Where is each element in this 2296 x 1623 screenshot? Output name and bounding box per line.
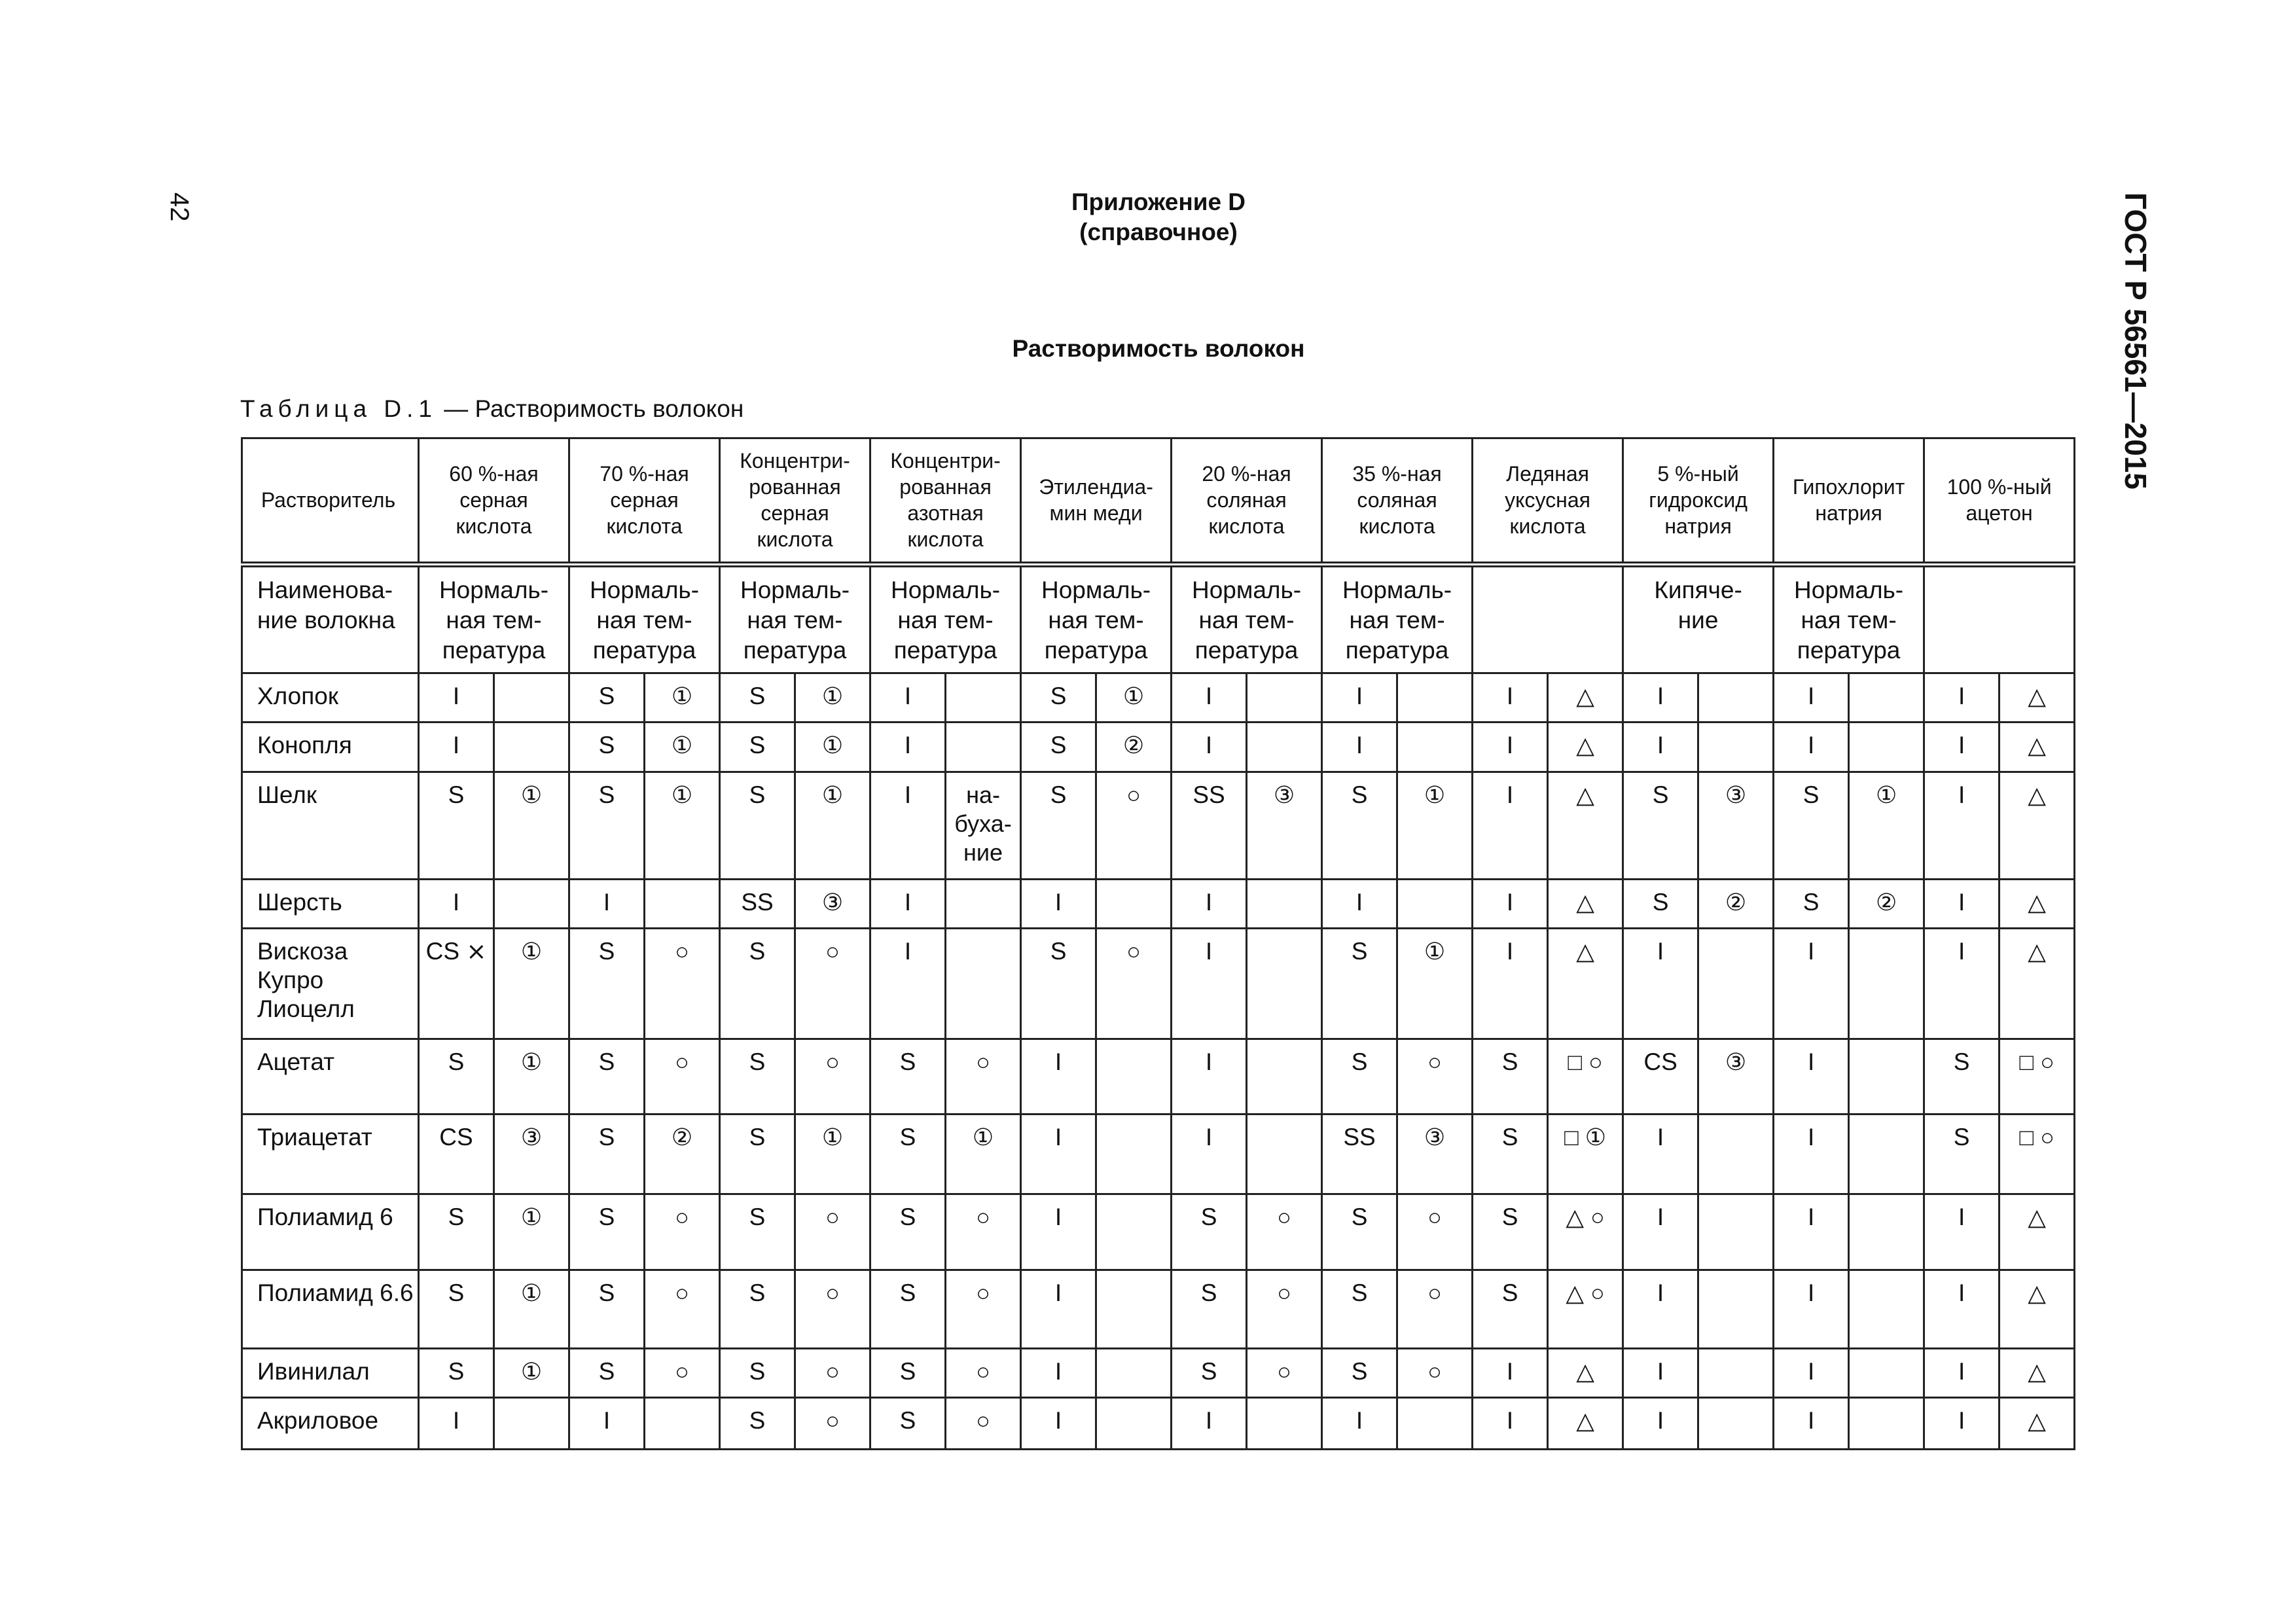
solubility-code: I bbox=[1172, 879, 1247, 928]
solvent-condition: Нормаль-ная тем-пература bbox=[569, 564, 720, 673]
solubility-symbol: ① bbox=[494, 1270, 569, 1348]
solubility-symbol: △ bbox=[2000, 1348, 2075, 1397]
solubility-code: S bbox=[1623, 772, 1698, 879]
solubility-symbol bbox=[1096, 1397, 1172, 1449]
solubility-code: SS bbox=[720, 879, 795, 928]
solubility-symbol bbox=[946, 879, 1021, 928]
solubility-symbol: ○ bbox=[1397, 1194, 1473, 1270]
table-row bbox=[242, 772, 2075, 879]
solubility-code: I bbox=[1021, 1397, 1096, 1449]
solubility-code: S bbox=[1021, 929, 1096, 1039]
solvent-name: Ледяная уксусная кислота bbox=[1473, 438, 1623, 565]
solubility-symbol: ① bbox=[946, 1115, 1021, 1194]
solvent-name: Этилендиа-мин меди bbox=[1021, 438, 1172, 565]
solubility-code: I bbox=[1774, 1270, 1849, 1348]
solubility-code: S bbox=[569, 673, 645, 722]
solubility-symbol: ○ bbox=[1397, 1039, 1473, 1115]
solubility-code: I bbox=[1924, 673, 2000, 722]
solubility-symbol: ③ bbox=[1397, 1115, 1473, 1194]
solubility-symbol bbox=[1849, 1115, 1924, 1194]
solubility-symbol: ○ bbox=[1096, 929, 1172, 1039]
solubility-code: I bbox=[1473, 1348, 1548, 1397]
table-row bbox=[242, 1348, 2075, 1397]
solvent-name: 60 %-ная серная кислота bbox=[419, 438, 569, 565]
solubility-code: S bbox=[569, 1115, 645, 1194]
solubility-symbol: ① bbox=[795, 772, 870, 879]
solubility-code: I bbox=[870, 673, 946, 722]
solubility-code: S bbox=[1172, 1348, 1247, 1397]
solubility-code: S bbox=[720, 1348, 795, 1397]
solvent-name: 35 %-ная соляная кислота bbox=[1322, 438, 1473, 565]
solubility-symbol: ③ bbox=[1698, 772, 1774, 879]
document-code: ГОСТ Р 56561—2015 bbox=[2119, 192, 2153, 490]
solubility-code: CS bbox=[1623, 1039, 1698, 1115]
solubility-code: S bbox=[1322, 772, 1397, 879]
solubility-symbol: ① bbox=[494, 772, 569, 879]
solubility-code: I bbox=[1172, 929, 1247, 1039]
solubility-code: S bbox=[1322, 1039, 1397, 1115]
solubility-symbol bbox=[1849, 1397, 1924, 1449]
solubility-symbol: ○ bbox=[946, 1348, 1021, 1397]
solubility-symbol: ① bbox=[645, 722, 720, 772]
solubility-symbol bbox=[1698, 929, 1774, 1039]
solubility-code: I bbox=[1924, 1397, 2000, 1449]
solubility-code: CS bbox=[419, 1115, 494, 1194]
solubility-symbol: △ ○ bbox=[1548, 1270, 1623, 1348]
solubility-symbol: ① bbox=[795, 722, 870, 772]
solubility-symbol: △ bbox=[1548, 772, 1623, 879]
solubility-code: S bbox=[419, 772, 494, 879]
solubility-code: I bbox=[1172, 1039, 1247, 1115]
solvent-name: 70 %-ная серная кислота bbox=[569, 438, 720, 565]
solubility-code: I bbox=[419, 1397, 494, 1449]
section-title: Растворимость волокон bbox=[1012, 335, 1305, 362]
fiber-name: Вискоза Купро Лиоцелл bbox=[242, 929, 419, 1039]
solubility-code: I bbox=[1021, 1039, 1096, 1115]
solubility-symbol bbox=[494, 879, 569, 928]
solubility-code: I bbox=[870, 722, 946, 772]
solubility-code: I bbox=[1924, 1270, 2000, 1348]
table-row bbox=[242, 1270, 2075, 1348]
solubility-code: I bbox=[569, 879, 645, 928]
solubility-code: I bbox=[419, 722, 494, 772]
solubility-code: S bbox=[419, 1039, 494, 1115]
solvent-condition bbox=[1924, 564, 2075, 673]
solubility-symbol: ○ bbox=[946, 1270, 1021, 1348]
solubility-symbol: ○ bbox=[1397, 1348, 1473, 1397]
solubility-code: I bbox=[1623, 1397, 1698, 1449]
solubility-code: I bbox=[1924, 929, 2000, 1039]
appendix-subtitle: (справочное) bbox=[1079, 219, 1238, 245]
solubility-symbol bbox=[1247, 1397, 1322, 1449]
solubility-symbol bbox=[1698, 722, 1774, 772]
solubility-symbol: ○ bbox=[645, 1270, 720, 1348]
table-row bbox=[242, 673, 2075, 722]
solubility-code: I bbox=[1623, 673, 1698, 722]
solubility-code: I bbox=[1623, 1270, 1698, 1348]
solubility-code: I bbox=[1774, 1115, 1849, 1194]
solubility-symbol bbox=[1698, 1348, 1774, 1397]
solubility-code: S bbox=[419, 1194, 494, 1270]
solubility-symbol: ② bbox=[1849, 879, 1924, 928]
solubility-symbol: ① bbox=[494, 1039, 569, 1115]
solvent-condition bbox=[1473, 564, 1623, 673]
solubility-code: S bbox=[419, 1348, 494, 1397]
solubility-code: I bbox=[419, 673, 494, 722]
solubility-code: I bbox=[1322, 722, 1397, 772]
solubility-symbol: ① bbox=[645, 772, 720, 879]
solubility-symbol: ○ bbox=[795, 1039, 870, 1115]
solubility-code: I bbox=[1021, 1194, 1096, 1270]
solubility-code: I bbox=[419, 879, 494, 928]
solubility-code: I bbox=[1172, 1397, 1247, 1449]
solubility-code: S bbox=[569, 929, 645, 1039]
solubility-code: SS bbox=[1172, 772, 1247, 879]
solvent-condition: Нормаль-ная тем-пература bbox=[419, 564, 569, 673]
table-row bbox=[242, 1115, 2075, 1194]
solubility-symbol bbox=[1698, 1270, 1774, 1348]
solubility-code: I bbox=[1322, 673, 1397, 722]
solubility-code: S bbox=[419, 1270, 494, 1348]
solubility-symbol: ○ bbox=[795, 1270, 870, 1348]
solubility-symbol: ① bbox=[494, 929, 569, 1039]
solubility-symbol: ○ bbox=[645, 1348, 720, 1397]
fiber-name: Шерсть bbox=[242, 879, 419, 928]
solubility-code: S bbox=[720, 772, 795, 879]
table-row bbox=[242, 929, 2075, 1039]
solubility-code: CS ⨯ bbox=[419, 929, 494, 1039]
solubility-code: I bbox=[1774, 722, 1849, 772]
solubility-code: S bbox=[870, 1039, 946, 1115]
solubility-symbol: ○ bbox=[795, 1348, 870, 1397]
solubility-code: S bbox=[1774, 772, 1849, 879]
solubility-code: S bbox=[569, 1270, 645, 1348]
solubility-symbol: ○ bbox=[1247, 1194, 1322, 1270]
solubility-symbol bbox=[1247, 1039, 1322, 1115]
solubility-symbol bbox=[1397, 879, 1473, 928]
solubility-symbol bbox=[1247, 722, 1322, 772]
solubility-symbol bbox=[1247, 673, 1322, 722]
table-row bbox=[242, 879, 2075, 928]
solubility-code: S bbox=[1473, 1194, 1548, 1270]
solubility-symbol: △ bbox=[1548, 673, 1623, 722]
solubility-symbol bbox=[1849, 1194, 1924, 1270]
solubility-symbol: □ ○ bbox=[2000, 1039, 2075, 1115]
solubility-code: I bbox=[1623, 1348, 1698, 1397]
solubility-symbol bbox=[946, 673, 1021, 722]
solubility-symbol: ② bbox=[1698, 879, 1774, 928]
solubility-symbol: ① bbox=[1397, 772, 1473, 879]
solubility-symbol bbox=[1397, 722, 1473, 772]
table-row bbox=[242, 722, 2075, 772]
solubility-code: I bbox=[1924, 1194, 2000, 1270]
solvent-name: Концентри-рованная серная кислота bbox=[720, 438, 870, 565]
solubility-code: S bbox=[720, 1270, 795, 1348]
fiber-name: Конопля bbox=[242, 722, 419, 772]
solubility-symbol bbox=[1397, 673, 1473, 722]
table-caption-label: Таблица D.1 bbox=[240, 395, 437, 422]
solubility-code: S bbox=[720, 1115, 795, 1194]
solubility-symbol: ○ bbox=[645, 1039, 720, 1115]
solvent-condition: Нормаль-ная тем-пература bbox=[720, 564, 870, 673]
fiber-name: Хлопок bbox=[242, 673, 419, 722]
solubility-symbol: ② bbox=[645, 1115, 720, 1194]
solvent-condition: Кипяче-ние bbox=[1623, 564, 1774, 673]
fiber-name: Ивинилал bbox=[242, 1348, 419, 1397]
table-caption bbox=[240, 395, 744, 423]
solubility-code: S bbox=[720, 1194, 795, 1270]
solubility-code: S bbox=[1172, 1194, 1247, 1270]
solubility-code: I bbox=[1473, 929, 1548, 1039]
solubility-symbol bbox=[494, 673, 569, 722]
solubility-code: S bbox=[1473, 1270, 1548, 1348]
condition-row bbox=[242, 564, 2075, 673]
solubility-code: I bbox=[1774, 1348, 1849, 1397]
fiber-name: Акриловое bbox=[242, 1397, 419, 1449]
solvent-condition: Нормаль-ная тем-пература bbox=[1774, 564, 1924, 673]
solubility-symbol bbox=[1698, 1194, 1774, 1270]
solvent-name: 20 %-ная соляная кислота bbox=[1172, 438, 1322, 565]
corner-subheader: Наименова-ние волокна bbox=[242, 564, 419, 673]
solubility-code: S bbox=[1623, 879, 1698, 928]
solvent-name: Гипохлорит натрия bbox=[1774, 438, 1924, 565]
solubility-code: S bbox=[1774, 879, 1849, 928]
table-row bbox=[242, 1039, 2075, 1115]
solubility-code: I bbox=[1473, 879, 1548, 928]
solubility-code: I bbox=[1623, 722, 1698, 772]
solubility-code: S bbox=[569, 1194, 645, 1270]
solubility-code: S bbox=[870, 1397, 946, 1449]
solubility-symbol bbox=[645, 1397, 720, 1449]
solvent-condition: Нормаль-ная тем-пература bbox=[1021, 564, 1172, 673]
solubility-symbol bbox=[1096, 1194, 1172, 1270]
solubility-symbol: △ bbox=[2000, 722, 2075, 772]
solubility-symbol: ③ bbox=[1698, 1039, 1774, 1115]
solubility-symbol: ③ bbox=[795, 879, 870, 928]
solubility-symbol: ○ bbox=[1247, 1348, 1322, 1397]
corner-header: Растворитель bbox=[242, 438, 419, 565]
solubility-code: S bbox=[870, 1348, 946, 1397]
solubility-code: I bbox=[1924, 772, 2000, 879]
solubility-symbol bbox=[1247, 1115, 1322, 1194]
solubility-code: S bbox=[870, 1270, 946, 1348]
solubility-symbol: ○ bbox=[795, 1194, 870, 1270]
solvent-condition: Нормаль-ная тем-пература bbox=[1172, 564, 1322, 673]
solubility-symbol bbox=[1849, 1270, 1924, 1348]
solubility-symbol: △ bbox=[1548, 929, 1623, 1039]
solubility-code: S bbox=[870, 1194, 946, 1270]
solubility-symbol bbox=[645, 879, 720, 928]
solubility-symbol: ① bbox=[645, 673, 720, 722]
table-row bbox=[242, 1397, 2075, 1449]
solubility-symbol bbox=[1849, 1348, 1924, 1397]
solubility-code: I bbox=[1021, 1270, 1096, 1348]
solubility-code: S bbox=[1322, 1348, 1397, 1397]
solubility-code: I bbox=[870, 929, 946, 1039]
solubility-symbol bbox=[1698, 673, 1774, 722]
table-caption-text: — Растворимость волокон bbox=[437, 395, 744, 422]
solubility-code: I bbox=[1021, 879, 1096, 928]
solubility-symbol bbox=[1247, 929, 1322, 1039]
solubility-symbol bbox=[1397, 1397, 1473, 1449]
solubility-symbol: ○ bbox=[795, 1397, 870, 1449]
solubility-code: S bbox=[1473, 1039, 1548, 1115]
solubility-code: I bbox=[1021, 1348, 1096, 1397]
solubility-code: S bbox=[569, 722, 645, 772]
solubility-code: I bbox=[1021, 1115, 1096, 1194]
solubility-symbol: ③ bbox=[494, 1115, 569, 1194]
solubility-symbol bbox=[494, 1397, 569, 1449]
solubility-code: S bbox=[720, 1397, 795, 1449]
solubility-code: S bbox=[1322, 1270, 1397, 1348]
solubility-symbol: □ ○ bbox=[1548, 1039, 1623, 1115]
solubility-symbol bbox=[1096, 1348, 1172, 1397]
solubility-code: S bbox=[720, 929, 795, 1039]
solubility-code: S bbox=[720, 673, 795, 722]
solubility-code: S bbox=[870, 1115, 946, 1194]
solubility-code: I bbox=[1473, 772, 1548, 879]
page-number: 42 bbox=[165, 192, 194, 222]
solubility-code: I bbox=[1623, 1115, 1698, 1194]
fiber-name: Триацетат bbox=[242, 1115, 419, 1194]
solubility-symbol bbox=[1096, 879, 1172, 928]
solubility-symbol bbox=[1698, 1115, 1774, 1194]
solubility-code: I bbox=[1172, 1115, 1247, 1194]
solubility-symbol: ③ bbox=[1247, 772, 1322, 879]
solubility-code: I bbox=[1774, 1397, 1849, 1449]
solubility-symbol: ○ bbox=[1397, 1270, 1473, 1348]
solubility-symbol bbox=[1849, 673, 1924, 722]
solubility-code: S bbox=[1021, 673, 1096, 722]
solubility-table bbox=[241, 437, 2075, 1450]
solubility-code: S bbox=[720, 1039, 795, 1115]
solubility-symbol bbox=[1698, 1397, 1774, 1449]
solubility-code: I bbox=[870, 879, 946, 928]
solubility-symbol bbox=[1849, 1039, 1924, 1115]
solvent-header-row bbox=[242, 438, 2075, 565]
solubility-symbol: ○ bbox=[1096, 772, 1172, 879]
fiber-name: Шелк bbox=[242, 772, 419, 879]
solubility-symbol: ○ bbox=[946, 1397, 1021, 1449]
solubility-code: S bbox=[569, 1039, 645, 1115]
solubility-symbol bbox=[1247, 879, 1322, 928]
appendix-title: Приложение D bbox=[1071, 188, 1246, 215]
solvent-condition: Нормаль-ная тем-пература bbox=[870, 564, 1021, 673]
solubility-symbol: □ ① bbox=[1548, 1115, 1623, 1194]
solvent-condition: Нормаль-ная тем-пература bbox=[1322, 564, 1473, 673]
solubility-code: I bbox=[1774, 1039, 1849, 1115]
solubility-symbol: △ bbox=[2000, 1397, 2075, 1449]
solubility-code: S bbox=[1322, 929, 1397, 1039]
solubility-symbol: ○ bbox=[645, 1194, 720, 1270]
solubility-code: I bbox=[1473, 722, 1548, 772]
solubility-symbol: ○ bbox=[645, 929, 720, 1039]
solvent-name: 100 %-ный ацетон bbox=[1924, 438, 2075, 565]
solubility-symbol: ① bbox=[795, 1115, 870, 1194]
solvent-name: 5 %-ный гидроксид натрия bbox=[1623, 438, 1774, 565]
solvent-name: Концентри-рованная азотная кислота bbox=[870, 438, 1021, 565]
solubility-symbol: △ bbox=[1548, 1397, 1623, 1449]
solubility-code: S bbox=[1924, 1115, 2000, 1194]
solubility-symbol bbox=[1849, 722, 1924, 772]
solubility-symbol bbox=[494, 722, 569, 772]
solubility-symbol: ① bbox=[494, 1348, 569, 1397]
solubility-code: S bbox=[1172, 1270, 1247, 1348]
solubility-code: I bbox=[569, 1397, 645, 1449]
solubility-code: S bbox=[1322, 1194, 1397, 1270]
solubility-symbol: △ bbox=[2000, 879, 2075, 928]
solubility-symbol: △ bbox=[2000, 1194, 2075, 1270]
solubility-symbol: на-буха-ние bbox=[946, 772, 1021, 879]
solubility-symbol bbox=[1096, 1039, 1172, 1115]
solubility-symbol: △ bbox=[1548, 1348, 1623, 1397]
solubility-code: I bbox=[1473, 1397, 1548, 1449]
solubility-symbol bbox=[1849, 929, 1924, 1039]
solubility-symbol: ○ bbox=[1247, 1270, 1322, 1348]
solubility-code: I bbox=[1172, 673, 1247, 722]
solubility-symbol: △ bbox=[2000, 929, 2075, 1039]
solubility-symbol: ○ bbox=[795, 929, 870, 1039]
solubility-code: I bbox=[1924, 722, 2000, 772]
solubility-code: I bbox=[1623, 929, 1698, 1039]
solubility-code: I bbox=[870, 772, 946, 879]
solubility-symbol: △ bbox=[2000, 1270, 2075, 1348]
solubility-code: I bbox=[1322, 879, 1397, 928]
solubility-symbol: △ ○ bbox=[1548, 1194, 1623, 1270]
solubility-code: I bbox=[1623, 1194, 1698, 1270]
solubility-symbol: △ bbox=[2000, 772, 2075, 879]
solubility-code: I bbox=[1172, 722, 1247, 772]
solubility-code: S bbox=[1473, 1115, 1548, 1194]
fiber-name: Полиамид 6 bbox=[242, 1194, 419, 1270]
solubility-code: S bbox=[1924, 1039, 2000, 1115]
solubility-code: S bbox=[569, 772, 645, 879]
solubility-symbol: △ bbox=[1548, 879, 1623, 928]
solubility-symbol: ○ bbox=[946, 1194, 1021, 1270]
solubility-code: I bbox=[1322, 1397, 1397, 1449]
solubility-symbol: □ ○ bbox=[2000, 1115, 2075, 1194]
solubility-code: I bbox=[1473, 673, 1548, 722]
solubility-code: I bbox=[1774, 1194, 1849, 1270]
solubility-code: S bbox=[569, 1348, 645, 1397]
solubility-symbol: ① bbox=[494, 1194, 569, 1270]
solubility-code: I bbox=[1924, 1348, 2000, 1397]
solubility-code: S bbox=[720, 722, 795, 772]
solubility-symbol bbox=[1096, 1115, 1172, 1194]
solubility-symbol: △ bbox=[2000, 673, 2075, 722]
solubility-symbol bbox=[1096, 1270, 1172, 1348]
fiber-name: Полиамид 6.6 bbox=[242, 1270, 419, 1348]
fiber-name: Ацетат bbox=[242, 1039, 419, 1115]
solubility-code: I bbox=[1774, 673, 1849, 722]
solubility-symbol bbox=[946, 929, 1021, 1039]
table-row bbox=[242, 1194, 2075, 1270]
solubility-code: S bbox=[1021, 722, 1096, 772]
solubility-symbol: ② bbox=[1096, 722, 1172, 772]
solubility-symbol: △ bbox=[1548, 722, 1623, 772]
solubility-symbol: ① bbox=[1096, 673, 1172, 722]
solubility-symbol: ① bbox=[1849, 772, 1924, 879]
solubility-symbol: ① bbox=[1397, 929, 1473, 1039]
solubility-code: I bbox=[1774, 929, 1849, 1039]
solubility-code: I bbox=[1924, 879, 2000, 928]
solubility-symbol: ○ bbox=[946, 1039, 1021, 1115]
solubility-code: S bbox=[1021, 772, 1096, 879]
solubility-symbol: ① bbox=[795, 673, 870, 722]
solubility-symbol bbox=[946, 722, 1021, 772]
solubility-code: SS bbox=[1322, 1115, 1397, 1194]
